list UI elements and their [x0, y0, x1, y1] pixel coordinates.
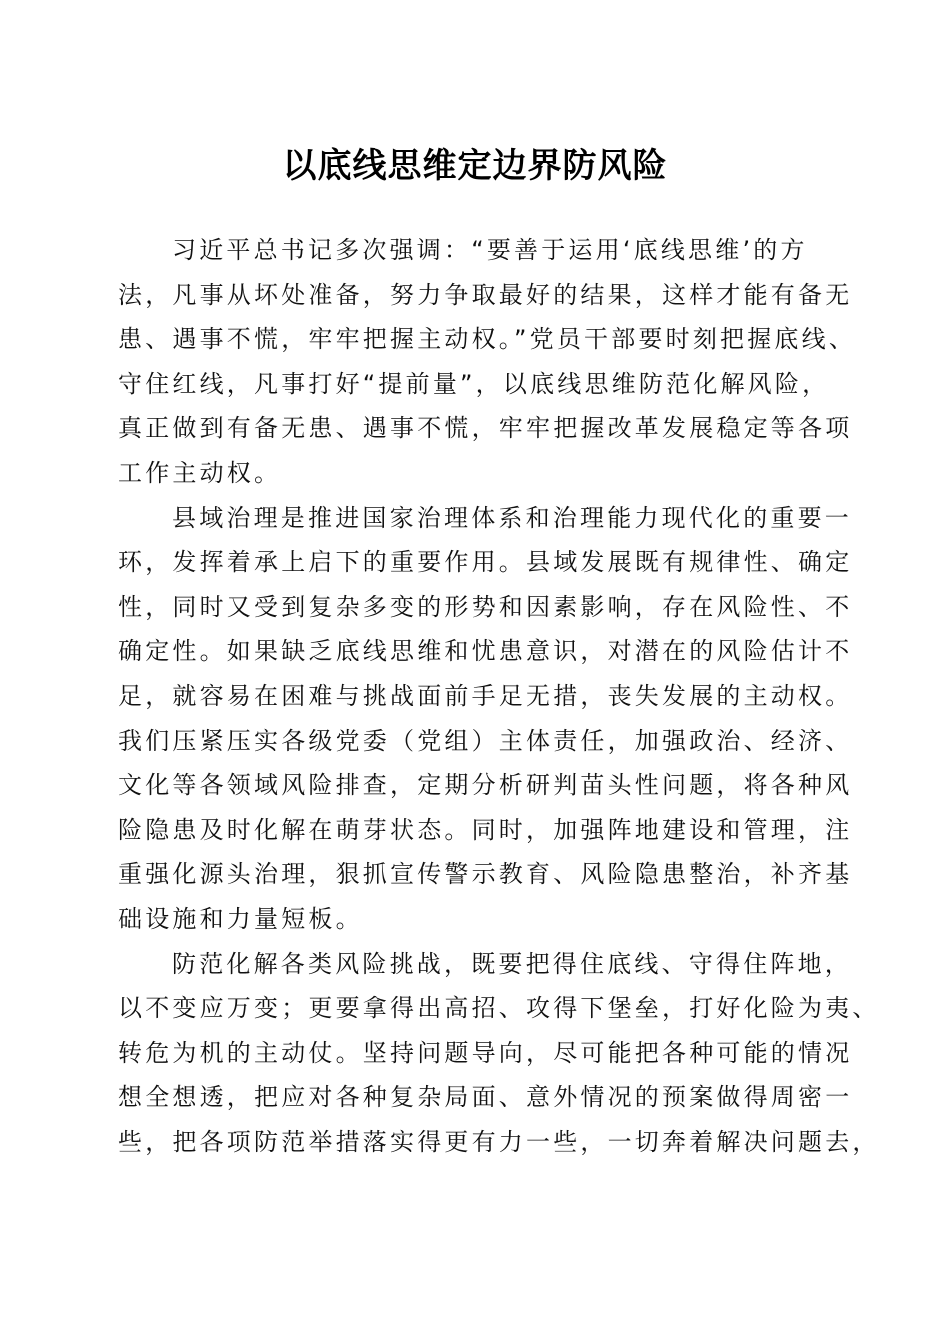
paragraph-line: 以不变应万变；更要拿得出高招、攻得下堡垒，打好化险为夷、 [118, 994, 880, 1023]
paragraph-line: 真正做到有备无患、遇事不慌，牢牢把握改革发展稳定等各项 [118, 414, 853, 443]
paragraph [118, 499, 858, 945]
paragraph-line: 性，同时又受到复杂多变的形势和因素影响，存在风险性、不 [118, 592, 853, 621]
paragraph-line: 习近平总书记多次强调：“要善于运用‘底线思维’的方 [172, 236, 808, 264]
paragraph-line: 些，把各项防范举措落实得更有力一些，一切奔着解决问题去， [118, 1127, 880, 1156]
document-body [118, 231, 880, 1167]
paragraph [118, 945, 880, 1168]
paragraph-line: 转危为机的主动仗。坚持问题导向，尽可能把各种可能的情况 [118, 1038, 853, 1067]
paragraph-line: 我们压紧压实各级党委（党组）主体责任，加强政治、经济、 [118, 726, 853, 755]
paragraph-line: 环，发挥着承上启下的重要作用。县域发展既有规律性、确定 [118, 548, 853, 577]
paragraph-line: 础设施和力量短板。 [118, 904, 363, 933]
paragraph-line: 工作主动权。 [118, 458, 282, 487]
paragraph-line: 险隐患及时化解在萌芽状态。同时，加强阵地建设和管理，注 [118, 815, 853, 844]
document-title: 以底线思维定边界防风险 [282, 146, 668, 186]
paragraph-line: 文化等各领域风险排查，定期分析研判苗头性问题，将各种风 [118, 771, 853, 800]
paragraph-line: 想全想透，把应对各种复杂局面、意外情况的预案做得周密一 [118, 1083, 853, 1112]
paragraph-line: 守住红线，凡事打好“提前量”，以底线思维防范化解风险， [118, 369, 830, 398]
paragraph-line: 确定性。如果缺乏底线思维和忧患意识，对潜在的风险估计不 [118, 637, 853, 666]
paragraph-line: 足，就容易在困难与挑战面前手足无措，丧失发展的主动权。 [118, 681, 853, 710]
paragraph-line: 重强化源头治理，狠抓宣传警示教育、风险隐患整治，补齐基 [118, 860, 853, 889]
paragraph-line: 防范化解各类风险挑战，既要把得住底线、守得住阵地， [172, 949, 852, 978]
paragraph [118, 231, 858, 499]
paragraph-line: 患、遇事不慌，牢牢把握主动权。”党员干部要时刻把握底线、 [118, 325, 857, 354]
paragraph-line: 县域治理是推进国家治理体系和治理能力现代化的重要一 [172, 503, 852, 532]
paragraph-line: 法，凡事从坏处准备，努力争取最好的结果，这样才能有备无 [118, 280, 853, 309]
